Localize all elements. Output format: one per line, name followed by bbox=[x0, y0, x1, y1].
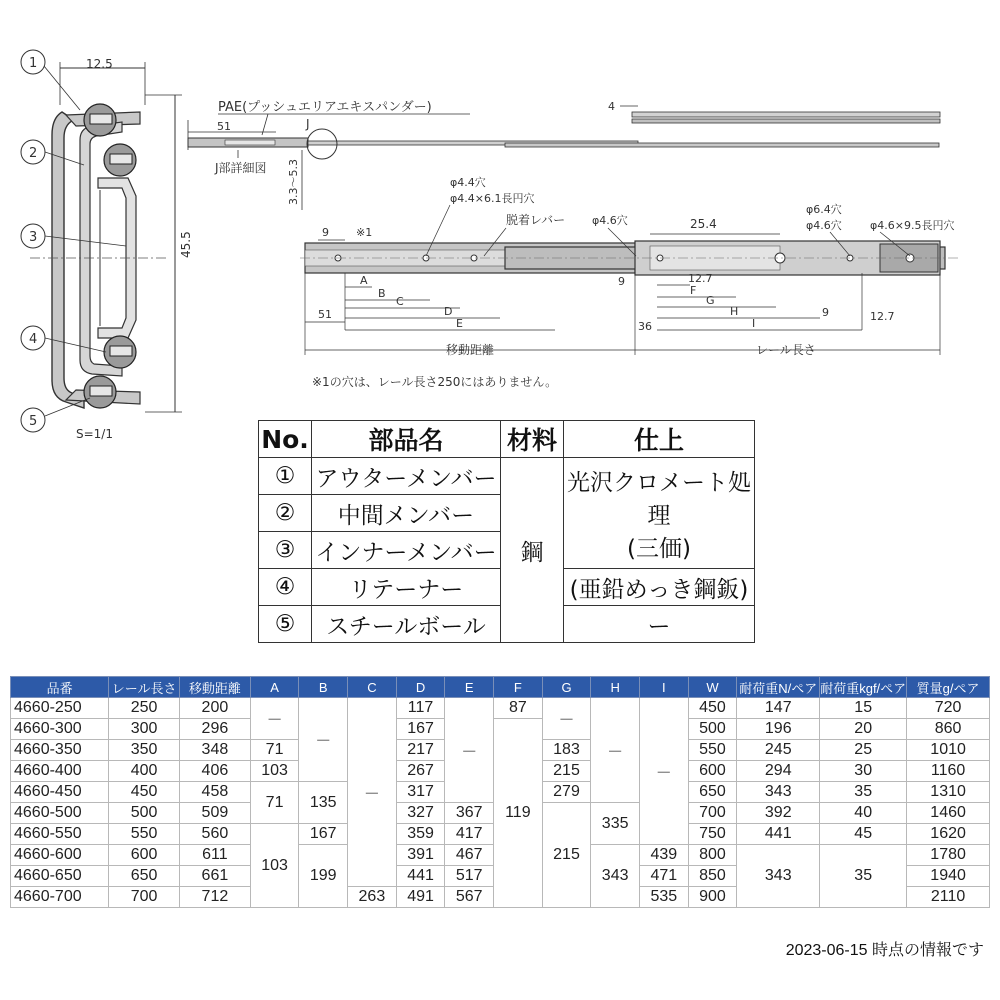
travel-label: 移動距離 bbox=[446, 343, 495, 357]
spec-travel: 509 bbox=[180, 803, 251, 824]
spec-mass: 1940 bbox=[907, 866, 990, 887]
spec-h: 343 bbox=[591, 845, 640, 908]
spec-row bbox=[11, 698, 990, 719]
spec-row bbox=[11, 719, 990, 740]
parts-header-name: 部品名 bbox=[312, 421, 501, 458]
callout-3 bbox=[21, 224, 126, 248]
svg-text:3: 3 bbox=[29, 230, 38, 245]
j-detail-label: J部詳細図 bbox=[215, 161, 267, 175]
spec-rail-length: 650 bbox=[109, 866, 180, 887]
spec-e: 417 bbox=[445, 824, 494, 845]
dim-51-side: 51 bbox=[217, 120, 231, 133]
spec-load-n: 147 bbox=[737, 698, 820, 719]
spec-c: 263 bbox=[348, 887, 397, 908]
hole-64-label: φ6.4穴 bbox=[806, 203, 842, 216]
spec-i: 535 bbox=[639, 887, 688, 908]
spec-travel: 458 bbox=[180, 782, 251, 803]
spec-rail-length: 350 bbox=[109, 740, 180, 761]
hole-44-label: φ4.4穴 bbox=[450, 176, 486, 189]
spec-header: C bbox=[348, 677, 397, 698]
spec-w: 600 bbox=[688, 761, 737, 782]
pae-label: PAE(プッシュエリアエキスパンダー) bbox=[218, 100, 432, 115]
callout-1 bbox=[21, 50, 80, 110]
front-view bbox=[300, 175, 960, 389]
spec-rail-length: 600 bbox=[109, 845, 180, 866]
svg-text:1: 1 bbox=[29, 56, 38, 71]
spec-header: D bbox=[396, 677, 445, 698]
spec-header: W bbox=[688, 677, 737, 698]
spec-rail-length: 250 bbox=[109, 698, 180, 719]
parts-name: リテーナー bbox=[312, 569, 501, 606]
spec-load-n: 441 bbox=[737, 824, 820, 845]
spec-model: 4660-400 bbox=[11, 761, 109, 782]
spec-mass: 1160 bbox=[907, 761, 990, 782]
spec-header: H bbox=[591, 677, 640, 698]
hole-44x61-label: φ4.4×6.1長円穴 bbox=[450, 192, 535, 205]
dim-9-mid: 9 bbox=[618, 275, 625, 288]
parts-name: インナーメンバー bbox=[312, 532, 501, 569]
spec-model: 4660-700 bbox=[11, 887, 109, 908]
spec-travel: 296 bbox=[180, 719, 251, 740]
spec-header: I bbox=[639, 677, 688, 698]
spec-model: 4660-350 bbox=[11, 740, 109, 761]
spec-b: 135 bbox=[299, 782, 348, 824]
parts-finish-3: ー bbox=[564, 606, 755, 643]
spec-load-kgf: 20 bbox=[820, 719, 907, 740]
spec-e: 367 bbox=[445, 803, 494, 824]
parts-finish-1-line2: (三価) bbox=[627, 535, 691, 562]
spec-load-kgf: 35 bbox=[820, 782, 907, 803]
spec-mass: 1780 bbox=[907, 845, 990, 866]
spec-a: － bbox=[250, 698, 299, 740]
spec-header: B bbox=[299, 677, 348, 698]
spec-w: 900 bbox=[688, 887, 737, 908]
dim-E: E bbox=[456, 317, 463, 330]
spec-header: 耐荷重N/ペア bbox=[737, 677, 820, 698]
parts-name: スチールボール bbox=[312, 606, 501, 643]
spec-travel: 712 bbox=[180, 887, 251, 908]
spec-load-n: 343 bbox=[737, 845, 820, 908]
spec-w: 800 bbox=[688, 845, 737, 866]
parts-header-material: 材料 bbox=[501, 421, 564, 458]
spec-a: 71 bbox=[250, 782, 299, 824]
spec-travel: 661 bbox=[180, 866, 251, 887]
spec-i: 471 bbox=[639, 866, 688, 887]
dim-36: 36 bbox=[638, 320, 652, 333]
parts-no: ⑤ bbox=[259, 606, 312, 643]
spec-a: 71 bbox=[250, 740, 299, 761]
dim-F: F bbox=[690, 284, 697, 297]
parts-finish-2: (亜鉛めっき鋼鈑) bbox=[564, 569, 755, 606]
spec-model: 4660-550 bbox=[11, 824, 109, 845]
spec-d: 359 bbox=[396, 824, 445, 845]
parts-material: 鋼 bbox=[501, 458, 564, 643]
spec-rail-length: 500 bbox=[109, 803, 180, 824]
spec-header: F bbox=[494, 677, 543, 698]
svg-text:2: 2 bbox=[29, 146, 38, 161]
parts-no: ④ bbox=[259, 569, 312, 606]
dim-C: C bbox=[396, 295, 404, 308]
spec-d: 327 bbox=[396, 803, 445, 824]
spec-model: 4660-450 bbox=[11, 782, 109, 803]
spec-travel: 406 bbox=[180, 761, 251, 782]
spec-w: 450 bbox=[688, 698, 737, 719]
parts-finish-1 bbox=[564, 458, 755, 569]
parts-table bbox=[258, 420, 755, 643]
spec-header: レール長さ bbox=[109, 677, 180, 698]
spec-header: 品番 bbox=[11, 677, 109, 698]
spec-i: 439 bbox=[639, 845, 688, 866]
spec-rail-length: 400 bbox=[109, 761, 180, 782]
dim-254-label: 25.4 bbox=[690, 217, 717, 231]
spec-b: 199 bbox=[299, 845, 348, 908]
spec-mass: 860 bbox=[907, 719, 990, 740]
spec-i: － bbox=[639, 698, 688, 845]
spec-g: 183 bbox=[542, 740, 591, 761]
hole-46x95-label: φ4.6×9.5長円穴 bbox=[870, 219, 955, 232]
spec-table bbox=[10, 676, 990, 908]
spec-travel: 348 bbox=[180, 740, 251, 761]
hole-46-left-label: φ4.6穴 bbox=[592, 214, 628, 227]
spec-travel: 611 bbox=[180, 845, 251, 866]
spec-rail-length: 450 bbox=[109, 782, 180, 803]
spec-rail-length: 300 bbox=[109, 719, 180, 740]
dim-H: H bbox=[730, 305, 739, 318]
dim-127-low: 12.7 bbox=[870, 310, 895, 323]
spec-g: － bbox=[542, 698, 591, 740]
spec-g: 279 bbox=[542, 782, 591, 803]
spec-w: 750 bbox=[688, 824, 737, 845]
spec-mass: 1010 bbox=[907, 740, 990, 761]
mark-1: ※1 bbox=[356, 226, 373, 239]
dim-I: I bbox=[752, 317, 756, 330]
spec-d: 217 bbox=[396, 740, 445, 761]
dim-51-front: 51 bbox=[318, 308, 332, 321]
svg-text:4: 4 bbox=[29, 332, 38, 347]
parts-no: ① bbox=[259, 458, 312, 495]
hole-46-right-label: φ4.6穴 bbox=[806, 219, 842, 232]
spec-model: 4660-600 bbox=[11, 845, 109, 866]
spec-d: 491 bbox=[396, 887, 445, 908]
spec-travel: 200 bbox=[180, 698, 251, 719]
parts-name: アウターメンバー bbox=[312, 458, 501, 495]
spec-mass: 1310 bbox=[907, 782, 990, 803]
footnote: ※1の穴は、レール長さ250にはありません。 bbox=[312, 375, 558, 389]
spec-load-kgf: 30 bbox=[820, 761, 907, 782]
spec-f: 87 bbox=[494, 698, 543, 719]
dim-height-label: 45.5 bbox=[179, 231, 193, 258]
spec-e: 517 bbox=[445, 866, 494, 887]
spec-header: G bbox=[542, 677, 591, 698]
dim-G: G bbox=[706, 294, 715, 307]
parts-no: ③ bbox=[259, 532, 312, 569]
spec-header: 耐荷重kgf/ペア bbox=[820, 677, 907, 698]
parts-header-row bbox=[259, 421, 755, 458]
spec-b: 167 bbox=[299, 824, 348, 845]
spec-load-kgf: 45 bbox=[820, 824, 907, 845]
spec-load-kgf: 40 bbox=[820, 803, 907, 824]
spec-header: 質量g/ペア bbox=[907, 677, 990, 698]
svg-text:5: 5 bbox=[29, 414, 38, 429]
dim-A: A bbox=[360, 274, 368, 287]
spec-g: 215 bbox=[542, 803, 591, 908]
spec-d: 441 bbox=[396, 866, 445, 887]
spec-d: 167 bbox=[396, 719, 445, 740]
scale-label: S=1/1 bbox=[76, 427, 113, 441]
spec-load-n: 294 bbox=[737, 761, 820, 782]
parts-name: 中間メンバー bbox=[312, 495, 501, 532]
spec-load-kgf: 25 bbox=[820, 740, 907, 761]
spec-e: － bbox=[445, 698, 494, 803]
spec-rail-length: 550 bbox=[109, 824, 180, 845]
spec-load-n: 245 bbox=[737, 740, 820, 761]
dim-4: 4 bbox=[608, 100, 615, 113]
dim-33-53: 3.3～5.3 bbox=[287, 159, 300, 205]
spec-header: 移動距離 bbox=[180, 677, 251, 698]
spec-model: 4660-500 bbox=[11, 803, 109, 824]
spec-load-kgf: 15 bbox=[820, 698, 907, 719]
spec-mass: 1460 bbox=[907, 803, 990, 824]
spec-a: 103 bbox=[250, 761, 299, 782]
spec-g: 215 bbox=[542, 761, 591, 782]
lever-label: 脱着レバー bbox=[506, 213, 566, 227]
spec-header: A bbox=[250, 677, 299, 698]
spec-w: 550 bbox=[688, 740, 737, 761]
spec-h: － bbox=[591, 698, 640, 803]
dim-9-top: 9 bbox=[322, 226, 329, 239]
spec-rail-length: 700 bbox=[109, 887, 180, 908]
spec-travel: 560 bbox=[180, 824, 251, 845]
spec-mass: 2110 bbox=[907, 887, 990, 908]
spec-mass: 720 bbox=[907, 698, 990, 719]
rail-length-label: レール長さ bbox=[756, 343, 816, 357]
spec-w: 500 bbox=[688, 719, 737, 740]
parts-row bbox=[259, 458, 755, 495]
parts-header-no: No. bbox=[259, 421, 312, 458]
parts-finish-1-line1: 光沢クロメート処理 bbox=[567, 469, 751, 529]
spec-model: 4660-650 bbox=[11, 866, 109, 887]
spec-load-n: 343 bbox=[737, 782, 820, 803]
spec-w: 700 bbox=[688, 803, 737, 824]
spec-w: 850 bbox=[688, 866, 737, 887]
spec-w: 650 bbox=[688, 782, 737, 803]
dim-width-label: 12.5 bbox=[86, 57, 113, 71]
info-date-note: 2023-06-15 時点の情報です bbox=[785, 942, 984, 959]
spec-load-n: 196 bbox=[737, 719, 820, 740]
parts-header-finish: 仕上 bbox=[564, 421, 755, 458]
spec-model: 4660-300 bbox=[11, 719, 109, 740]
dim-B: B bbox=[378, 287, 386, 300]
spec-f: 119 bbox=[494, 719, 543, 908]
spec-header-row bbox=[11, 677, 990, 698]
parts-no: ② bbox=[259, 495, 312, 532]
dim-9-low: 9 bbox=[822, 306, 829, 319]
spec-d: 117 bbox=[396, 698, 445, 719]
dim-D: D bbox=[444, 305, 453, 318]
cross-section-view bbox=[21, 50, 193, 432]
spec-h: 335 bbox=[591, 803, 640, 845]
spec-d: 267 bbox=[396, 761, 445, 782]
spec-e: 467 bbox=[445, 845, 494, 866]
dim-127-top: 12.7 bbox=[688, 272, 713, 285]
spec-c: － bbox=[348, 698, 397, 887]
side-view bbox=[188, 100, 940, 210]
j-label: J bbox=[306, 117, 310, 131]
spec-a: 103 bbox=[250, 824, 299, 908]
spec-d: 317 bbox=[396, 782, 445, 803]
spec-load-kgf: 35 bbox=[820, 845, 907, 908]
spec-mass: 1620 bbox=[907, 824, 990, 845]
spec-load-n: 392 bbox=[737, 803, 820, 824]
spec-b: － bbox=[299, 698, 348, 782]
spec-header: E bbox=[445, 677, 494, 698]
spec-model: 4660-250 bbox=[11, 698, 109, 719]
spec-e: 567 bbox=[445, 887, 494, 908]
spec-d: 391 bbox=[396, 845, 445, 866]
